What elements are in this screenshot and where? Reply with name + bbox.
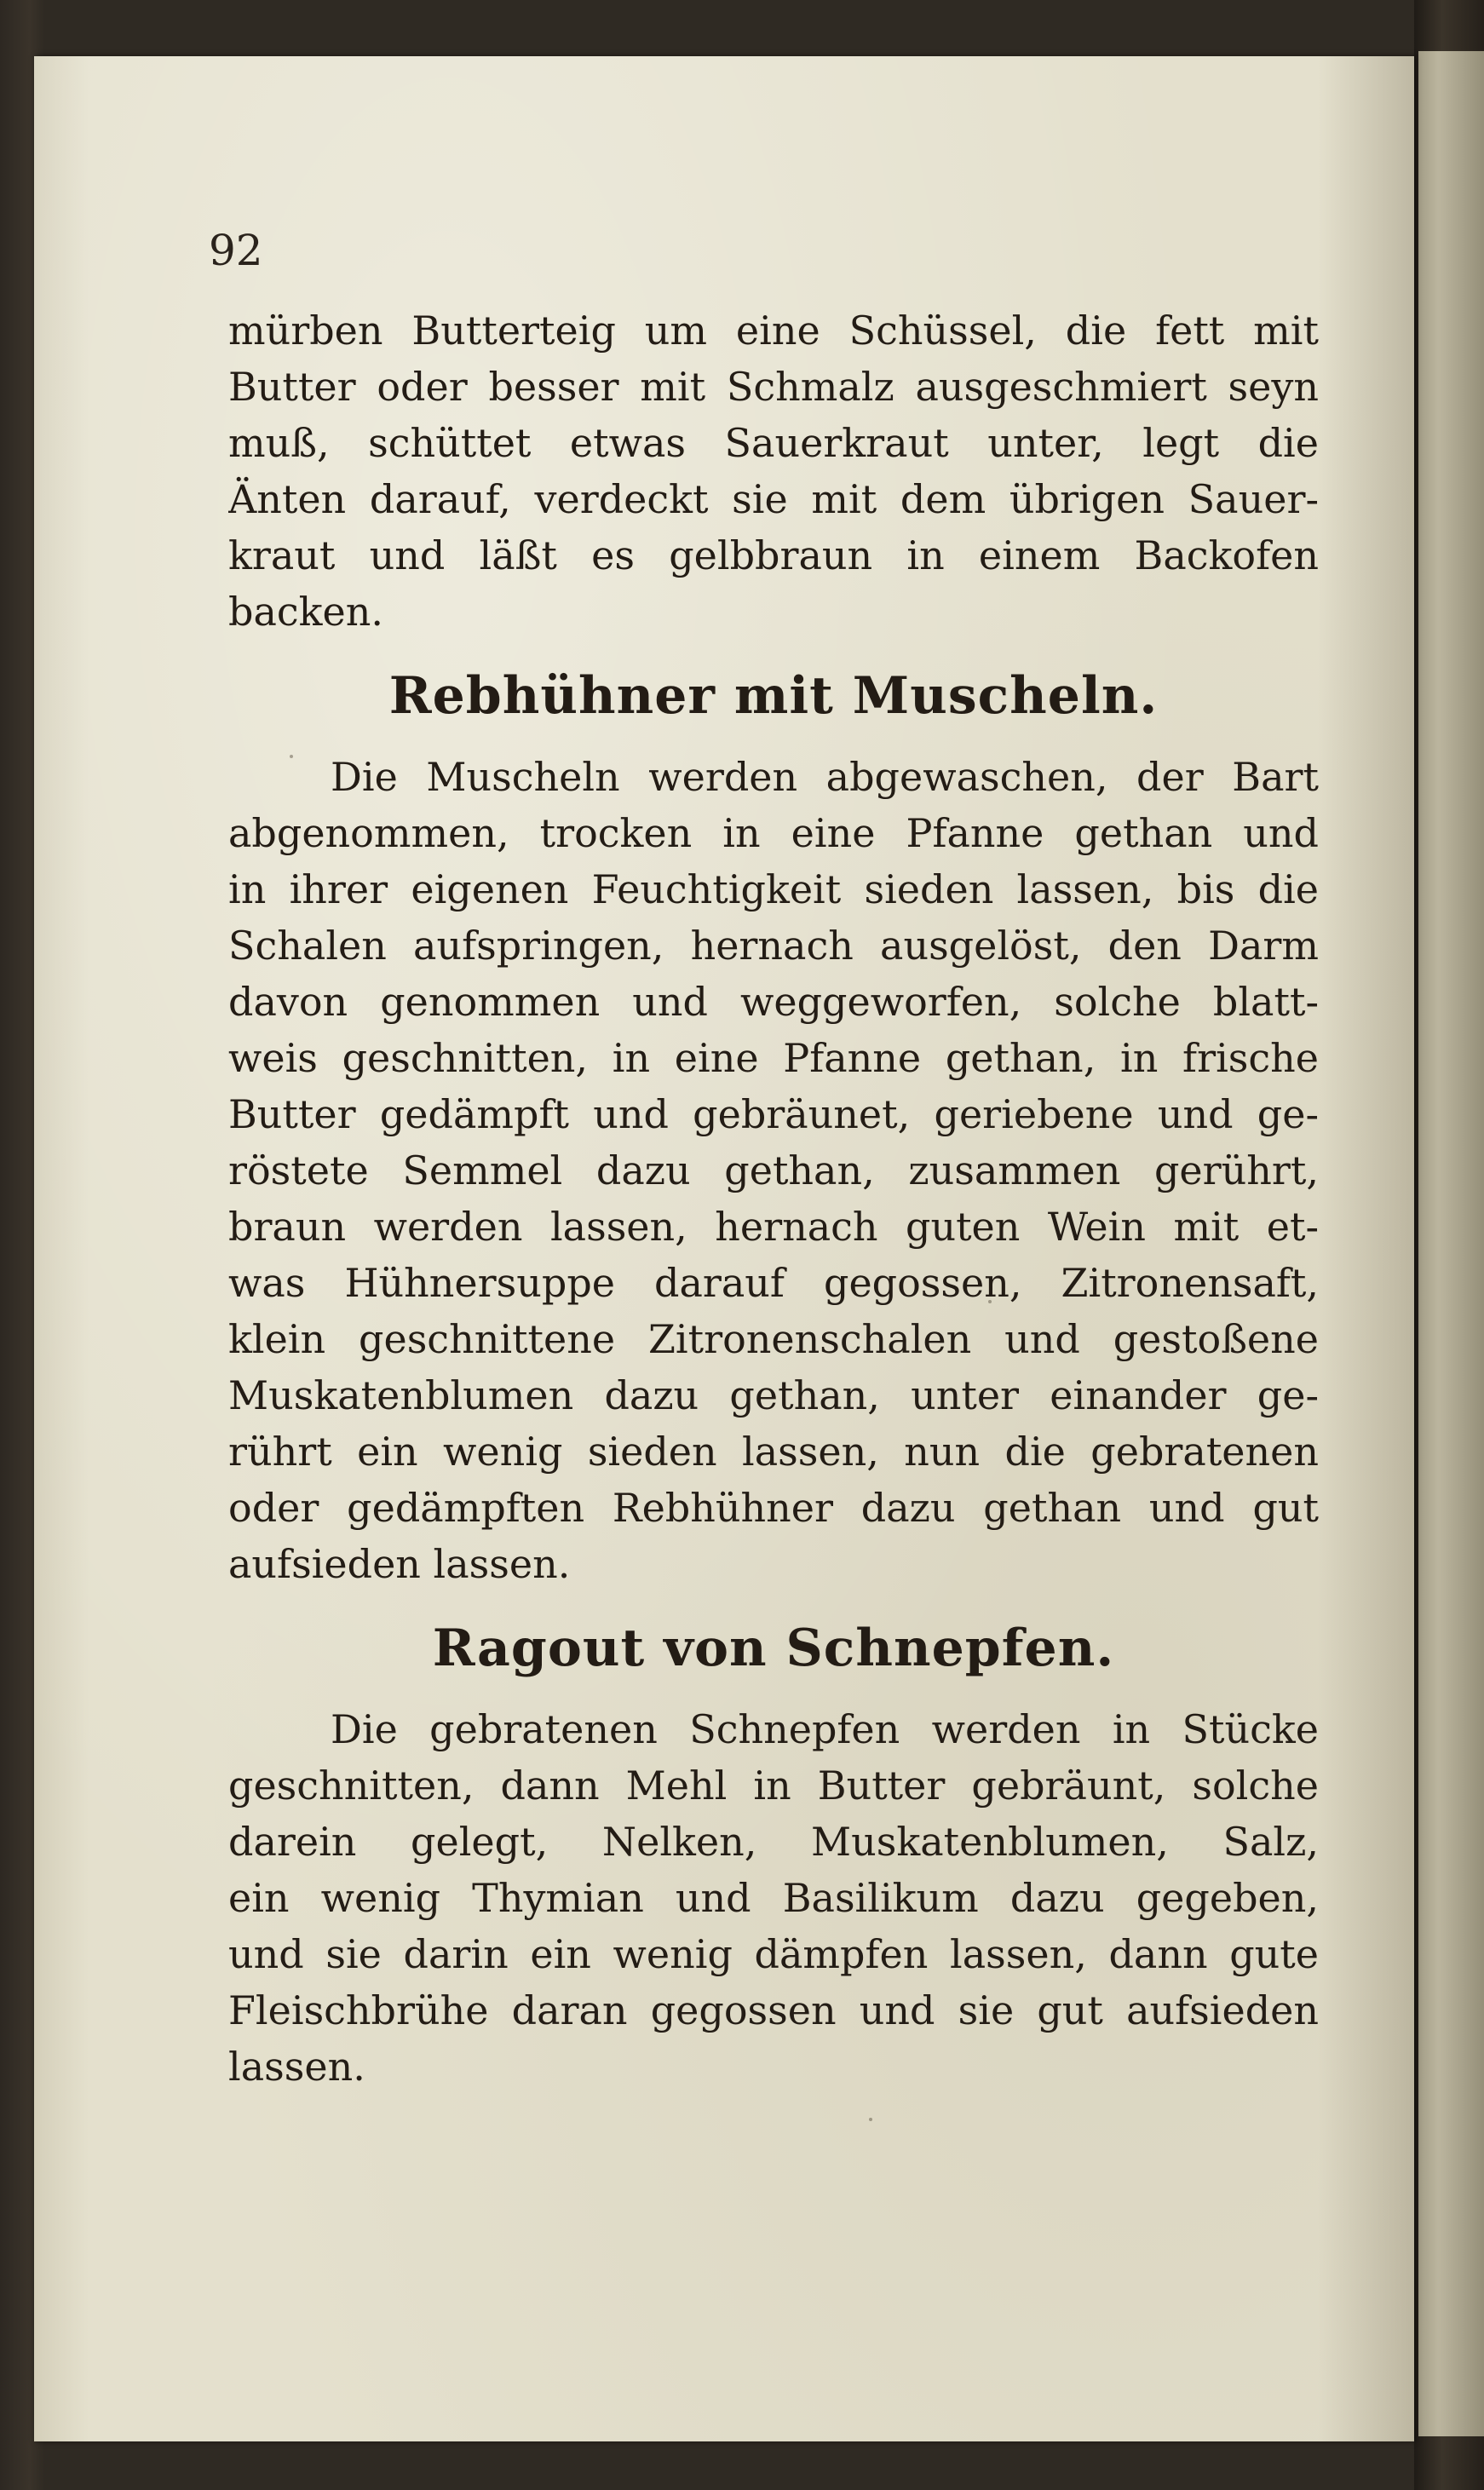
text-line: rührt ein wenig sieden lassen, nun die gebratenen [228,1429,1319,1475]
text-line: was Hühnersuppe darauf gegossen, Zitronensaft, [228,1260,1319,1306]
text-line: Änten darauf, verdeckt sie mit dem übrigen Sauer- [228,476,1319,522]
recipe-title: Ragout von Schnepfen. [432,1619,1115,1678]
text-line: Butter gedämpft und gebräunet, geriebene und ge- [228,1091,1319,1137]
text-line: mürben Butterteig um eine Schüssel, die fett mit [228,308,1319,354]
recipe-title: Rebhühner mit Muscheln. [388,666,1159,726]
text-line: ein wenig Thymian und Basilikum dazu gegeben, [228,1875,1319,1921]
text-line: geschnitten, dann Mehl in Butter gebräunt, solche [228,1763,1319,1809]
text-line: Fleischbrühe daran gegossen und sie gut aufsieden [228,1987,1319,2033]
text-line: klein geschnittene Zitronenschalen und gestoßene [228,1316,1319,1362]
page-text [228,302,1319,2095]
text-line: abgenommen, trocken in eine Pfanne gethan und [228,810,1319,856]
text-line: Muskatenblumen dazu gethan, unter einander ge- [228,1372,1319,1418]
text-line: Die Muscheln werden abgewaschen, der Bart [331,754,1319,800]
text-line: darein gelegt, Nelken, Muskatenblumen, Salz, [228,1819,1319,1865]
continuation-paragraph [228,302,1319,640]
text-line: Butter oder besser mit Schmalz ausgeschmiert seyn [228,364,1319,410]
page-number: 92 [209,226,263,275]
text-line: Die gebratenen Schnepfen werden in Stücke [331,1706,1319,1752]
text-line: weis geschnitten, in eine Pfanne gethan, in frische [228,1035,1319,1081]
text-line: aufsieden lassen. [228,1541,571,1587]
paper-speck [869,2118,872,2121]
text-line: backen. [228,589,383,635]
text-line: kraut und läßt es gelbbraun in einem Backofen [228,532,1319,578]
recipe-rebhuehner [228,662,1319,1592]
text-line: muß, schüttet etwas Sauerkraut unter, legt die [228,420,1319,466]
text-line: davon genommen und weggeworfen, solche blatt- [228,979,1319,1025]
text-line: oder gedämpften Rebhühner dazu gethan und gut [228,1485,1319,1531]
text-line: braun werden lassen, hernach guten Wein mit et- [228,1204,1319,1250]
text-line: in ihrer eigenen Feuchtigkeit sieden lassen, bis die [228,866,1319,912]
text-line: röstete Semmel dazu gethan, zusammen gerührt, [228,1147,1319,1193]
text-line: lassen. [228,2044,365,2090]
facing-page-edge [1418,51,1484,2436]
text-line: Schalen aufspringen, hernach ausgelöst, den Darm [228,923,1319,969]
recipe-ragout [228,1614,1319,2095]
text-line: und sie darin ein wenig dämpfen lassen, dann gute [228,1931,1319,1977]
